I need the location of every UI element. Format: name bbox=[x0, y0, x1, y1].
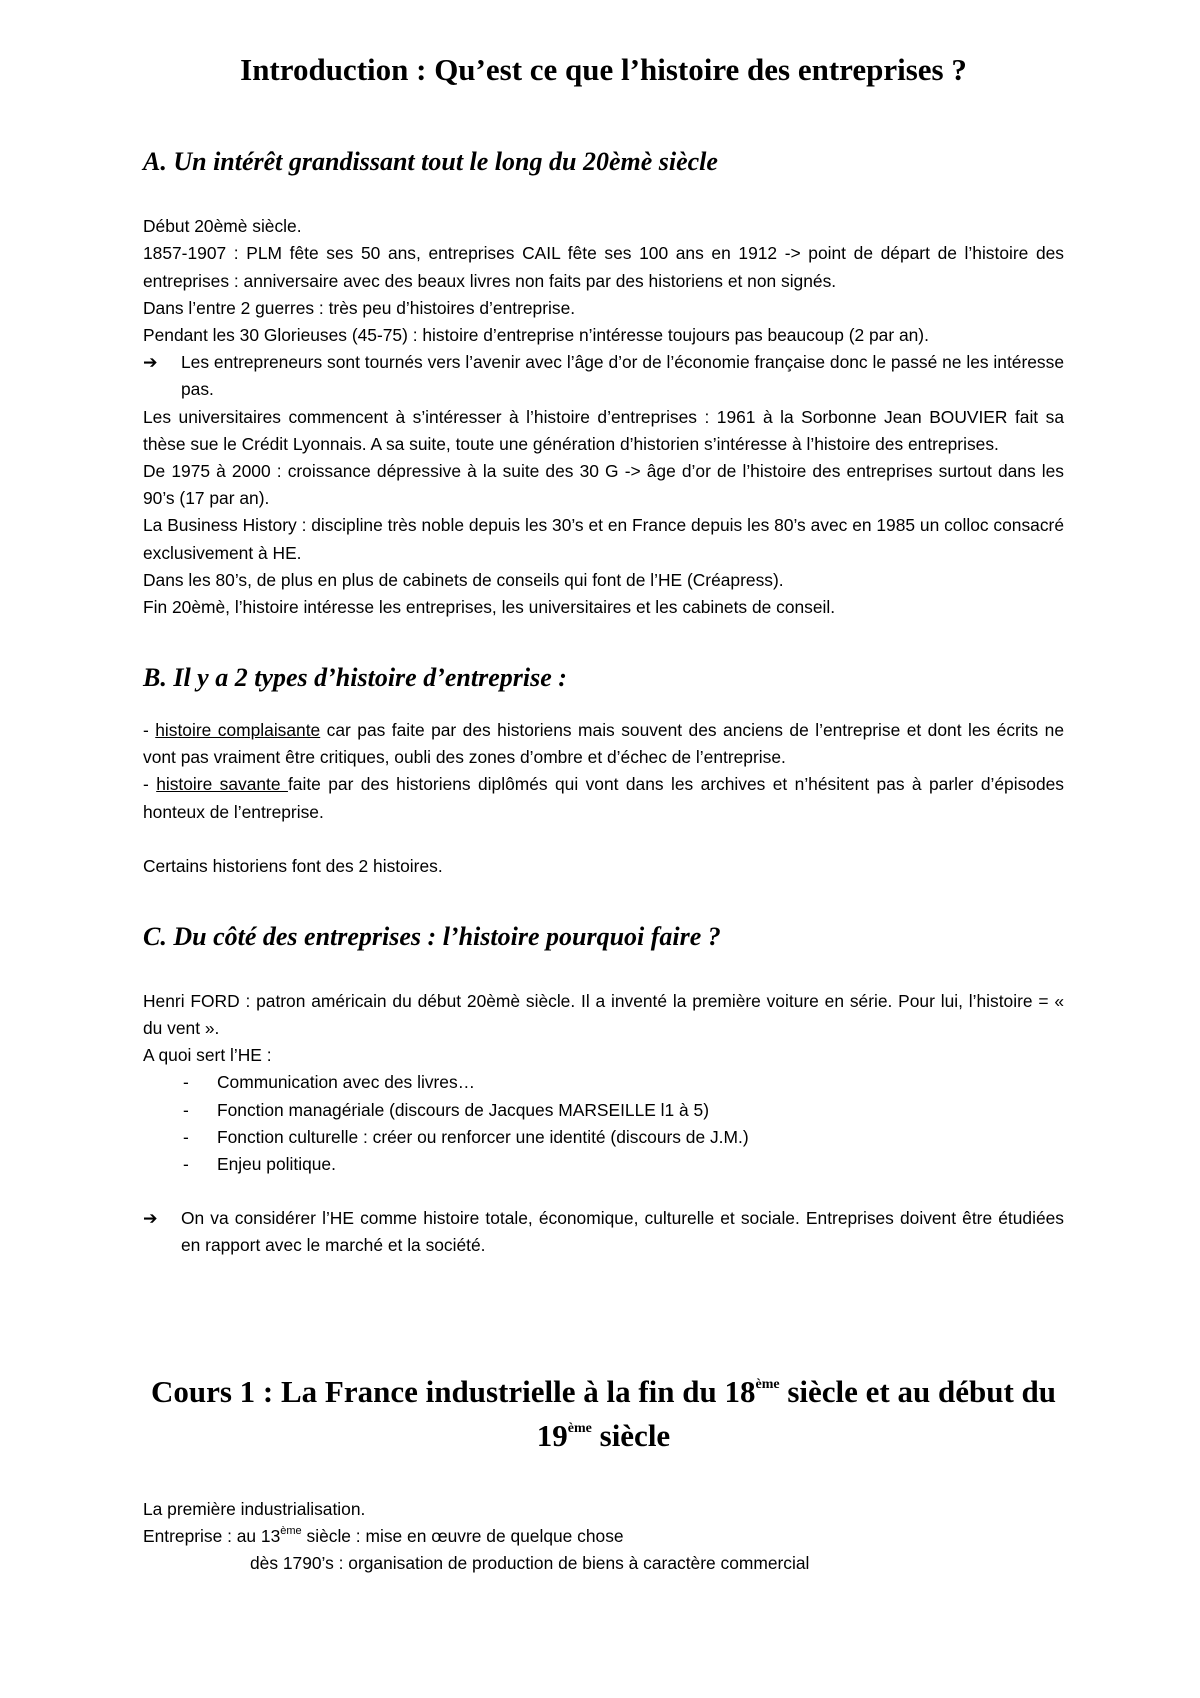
arrow-bullet-text: Les entrepreneurs sont tournés vers l’avenir avec l’âge d’or de l’économie française donc le passé ne les intéresse pas. bbox=[181, 352, 1064, 400]
section-a-paragraph: Dans les 80’s, de plus en plus de cabinets de conseils qui font de l’HE (Créapress). bbox=[143, 569, 784, 590]
underlined-term: histoire savante bbox=[156, 774, 288, 795]
arrow-right-icon: ➔ bbox=[143, 352, 158, 373]
text-fragment: siècle : mise en œuvre de quelque chose bbox=[301, 1525, 624, 1546]
document-title: Introduction : Qu’est ce que l’histoire des entreprises ? bbox=[240, 52, 967, 87]
cours-title-text: Cours 1 : La France industrielle à la fin du 18 bbox=[150, 1373, 756, 1409]
dash-bullet: - bbox=[183, 1153, 189, 1174]
arrow-right-icon: ➔ bbox=[143, 1208, 158, 1229]
arrow-bullet bbox=[143, 349, 1064, 403]
dash-prefix: - bbox=[143, 719, 156, 740]
section-b-item bbox=[143, 717, 1064, 771]
arrow-bullet bbox=[143, 1205, 1064, 1259]
arrow-bullet-text: On va considérer l’HE comme histoire totale, économique, culturelle et sociale. Entreprises doivent être étudiées en rapport avec le marché et la société. bbox=[181, 1208, 1064, 1256]
section-a-paragraph: 1857-1907 : PLM fête ses 50 ans, entreprises CAIL fête ses 100 ans en 1912 -> point de départ de l’histoire des entreprises : anniversaire avec des beaux livres non faits par des historiens et non signés. bbox=[143, 243, 1064, 291]
list-item-text: Fonction culturelle : créer ou renforcer une identité (discours de J.M.) bbox=[217, 1126, 749, 1147]
section-c-list bbox=[143, 1069, 1064, 1178]
text-fragment: Entreprise : au 13 bbox=[143, 1525, 281, 1546]
section-a-paragraph: Pendant les 30 Glorieuses (45-75) : histoire d’entreprise n’intéresse toujours pas beaucoup (2 par an). bbox=[143, 324, 929, 345]
section-a-paragraph: La Business History : discipline très noble depuis les 30’s et en France depuis les 80’s avec en 1985 un colloc consacré exclusivement à HE. bbox=[143, 515, 1064, 563]
dash-bullet: - bbox=[183, 1099, 189, 1120]
section-b-paragraph: Certains historiens font des 2 histoires. bbox=[143, 855, 443, 876]
cours-1-paragraph bbox=[143, 1523, 1064, 1550]
cours-1-paragraph: La première industrialisation. bbox=[143, 1498, 366, 1519]
list-item-text: Enjeu politique. bbox=[217, 1153, 336, 1174]
list-item bbox=[183, 1151, 1064, 1178]
superscript: ème bbox=[280, 1524, 302, 1537]
dash-bullet: - bbox=[183, 1126, 189, 1147]
cours-1-title bbox=[143, 1370, 1064, 1458]
item-text: faite par des historiens diplômés qui vont dans les archives et n’hésitent pas à parler d’épisodes honteux de l’entreprise. bbox=[143, 774, 1064, 822]
underlined-term: histoire complaisante bbox=[155, 719, 321, 740]
cours-1-paragraph: dès 1790’s : organisation de production de biens à caractère commercial bbox=[250, 1552, 810, 1573]
section-a-paragraph: De 1975 à 2000 : croissance dépressive à la suite des 30 G -> âge d’or de l’histoire des entreprises surtout dans les 90’s (17 par an). bbox=[143, 460, 1064, 509]
list-item bbox=[183, 1069, 1064, 1096]
dash-prefix: - bbox=[143, 774, 157, 795]
list-item-text: Fonction managériale (discours de Jacques MARSEILLE l1 à 5) bbox=[217, 1099, 710, 1120]
list-item-text: Communication avec des livres… bbox=[217, 1072, 476, 1093]
cours-title-text: siècle et au début du 19 bbox=[536, 1373, 1057, 1453]
superscript: ème bbox=[567, 1420, 592, 1436]
section-c-paragraph: A quoi sert l’HE : bbox=[143, 1045, 272, 1066]
list-item bbox=[183, 1097, 1064, 1124]
section-a-heading: A. Un intérêt grandissant tout le long du 20èmè siècle bbox=[143, 147, 718, 177]
list-item bbox=[183, 1124, 1064, 1151]
section-c-heading: C. Du côté des entreprises : l’histoire pourquoi faire ? bbox=[143, 921, 721, 951]
section-a-paragraph: Dans l’entre 2 guerres : très peu d’histoires d’entreprise. bbox=[143, 297, 576, 318]
section-b-item bbox=[143, 771, 1064, 825]
superscript: ème bbox=[755, 1376, 780, 1392]
section-c-paragraph: Henri FORD : patron américain du début 20èmè siècle. Il a inventé la première voiture en série. Pour lui, l’histoire = « du vent ». bbox=[143, 990, 1064, 1038]
section-a-paragraph: Les universitaires commencent à s’intéresser à l’histoire d’entreprises : 1961 à la Sorbonne Jean BOUVIER fait sa thèse sue le Crédit Lyonnais. A sa suite, toute une génération d’historien s’intéresse à l’histoire des entreprises. bbox=[143, 406, 1064, 454]
section-a-paragraph: Fin 20èmè, l’histoire intéresse les entreprises, les universitaires et les cabinets de conseil. bbox=[143, 596, 836, 617]
section-a-paragraph: Début 20èmè siècle. bbox=[143, 216, 302, 237]
cours-title-text: siècle bbox=[591, 1417, 671, 1453]
section-b-heading: B. Il y a 2 types d’histoire d’entreprise : bbox=[143, 663, 567, 693]
item-text: car pas faite par des historiens mais souvent des anciens de l’entreprise et dont les écrits ne vont pas vraiment être critiques, oubli des zones d’ombre et d’échec de l’entreprise. bbox=[143, 719, 1064, 768]
dash-bullet: - bbox=[183, 1072, 189, 1093]
